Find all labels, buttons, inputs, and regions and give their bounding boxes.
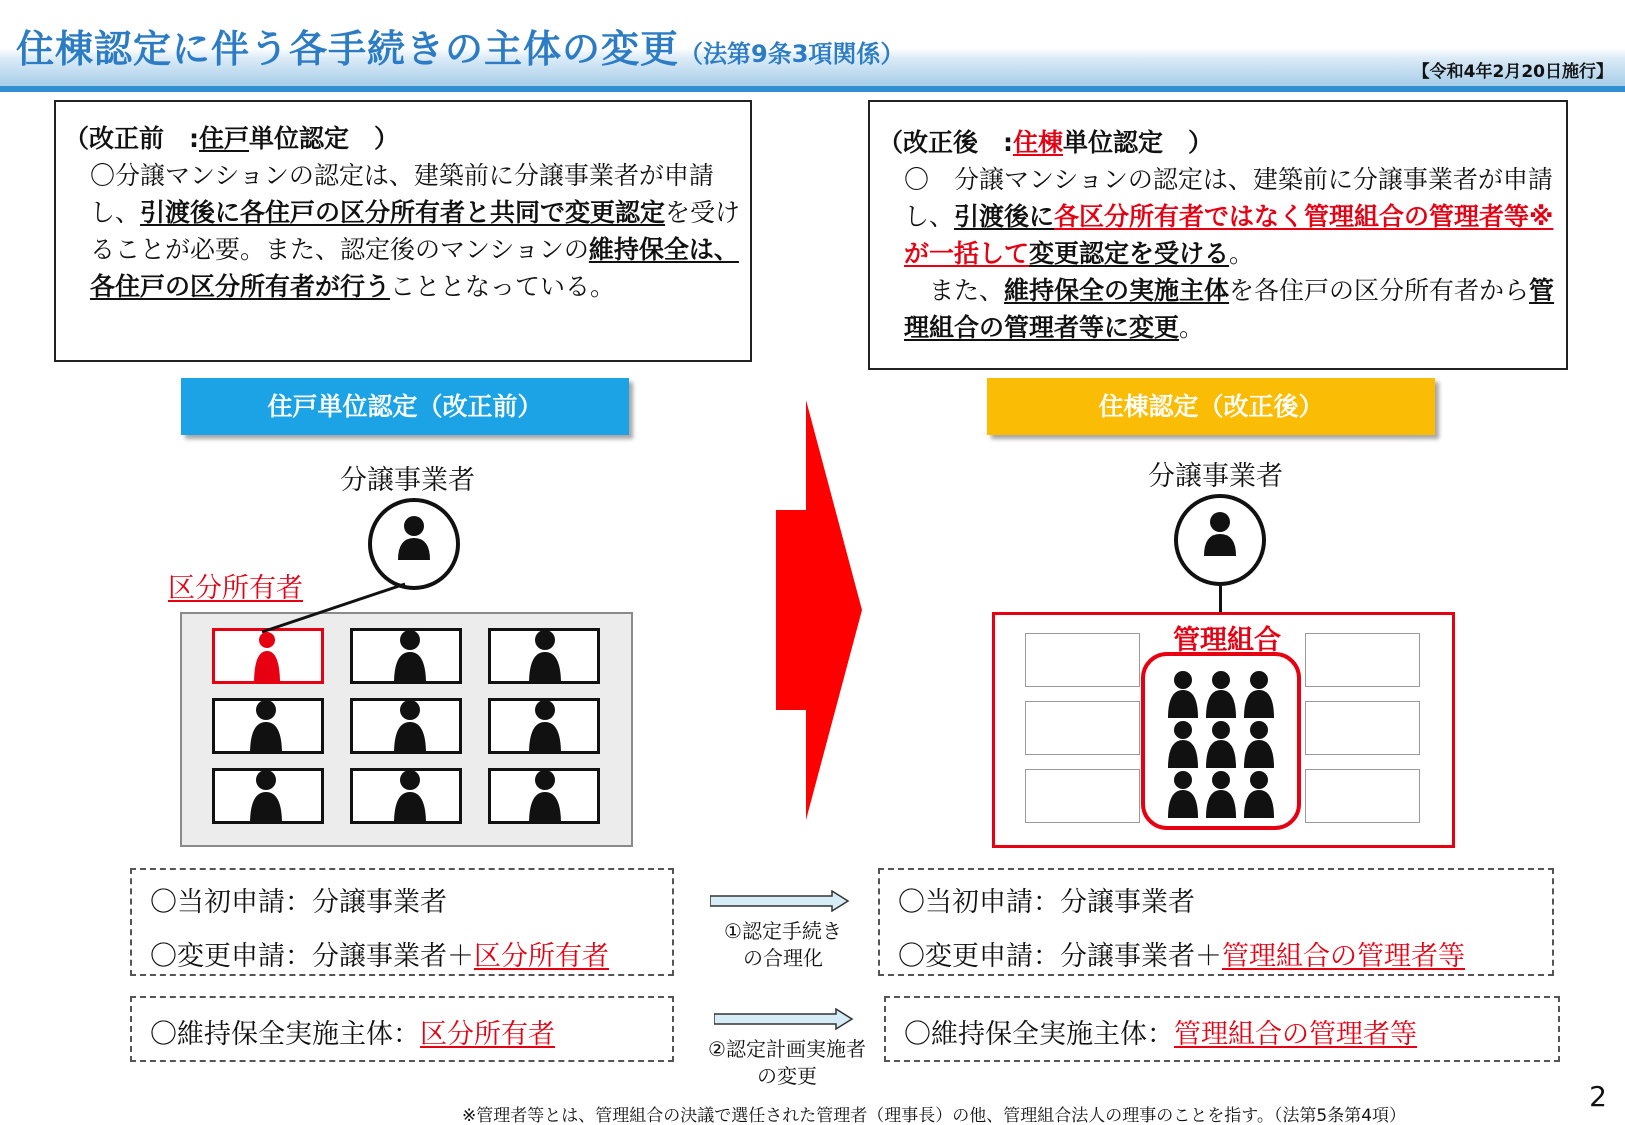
note1-line1: ①認定手続き (724, 919, 842, 943)
after-text-5: 。 (1229, 239, 1255, 268)
footnote: ※管理者等とは、管理組合の決議で選任された管理者（理事長）の他、管理組合法人の理事のことを指す。（法第5条第4項） (462, 1106, 1407, 1125)
person-icon (1206, 721, 1236, 768)
before-text-5: こととなっている。 (390, 272, 616, 301)
after-text-8: を各住戸の区分所有者から (1229, 276, 1530, 305)
after-section-label: 住棟認定（改正後） (987, 378, 1435, 435)
after-text-10: 。 (1179, 313, 1205, 342)
note-implementer-change (692, 1036, 882, 1090)
before-head-rest: 単位認定 ） (249, 124, 400, 153)
enforcement-date: 【令和4年2月20日施行】 (1412, 62, 1613, 82)
page-title-sub: （法第9条3項関係） (679, 40, 905, 68)
after-head-emph: 住棟 (1013, 128, 1064, 157)
before-change-application (150, 934, 609, 973)
after-change-application (898, 934, 1465, 973)
note1-line2: の合理化 (743, 946, 823, 970)
after-initial-application: 〇当初申請：分譲事業者 (898, 887, 1195, 918)
small-arrow-icon (714, 1008, 854, 1030)
after-maintenance (904, 1012, 1417, 1051)
before-application-box (130, 868, 674, 976)
note2-line2: の変更 (757, 1064, 817, 1088)
before-maintenance-box (130, 996, 674, 1062)
after-head-open: （改正後 : (878, 128, 1013, 157)
before-change-prefix: 〇変更申請：分譲事業者＋ (150, 941, 474, 972)
person-icon (1244, 771, 1274, 818)
after-head-rest: 単位認定 ） (1063, 128, 1214, 157)
person-icon (1168, 771, 1198, 818)
page-number: 2 (1589, 1080, 1607, 1113)
after-text-7: 維持保全の実施主体 (1004, 276, 1230, 305)
before-text-1: 〇分譲マンションの認定は、建築前に分譲事業者が申請し、 (90, 161, 714, 227)
after-text-9: 管理組合の管理者等に変更 (904, 276, 1555, 342)
developer-label-after: 分譲事業者 (1148, 461, 1283, 492)
before-text-3: を受けることが必要。また、認定後のマンションの (90, 198, 741, 264)
before-maint-red: 区分所有者 (420, 1019, 555, 1050)
before-maint-prefix: 〇維持保全実施主体： (150, 1019, 420, 1050)
before-maintenance (150, 1012, 555, 1051)
management-association-label: 管理組合 (1173, 625, 1281, 656)
after-maint-red: 管理組合の管理者等 (1174, 1019, 1417, 1050)
before-initial-application: 〇当初申請：分譲事業者 (150, 887, 447, 918)
after-application-box (878, 868, 1554, 976)
after-change-red: 管理組合の管理者等 (1222, 941, 1465, 972)
after-text-1: 〇 分譲マンションの認定は、建築前に分譲事業者が申請し、 (904, 165, 1553, 231)
small-arrow-icon (710, 890, 850, 912)
after-text-3: 各区分所有者ではなく管理組合の管理者等※が一括して (904, 202, 1554, 268)
person-icon (1244, 671, 1274, 718)
after-text-6: また、 (904, 276, 1005, 305)
before-head-emph: 住戸 (199, 124, 250, 153)
developer-label-before: 分譲事業者 (340, 465, 475, 496)
after-change-prefix: 〇変更申請：分譲事業者＋ (898, 941, 1222, 972)
person-icon (1206, 671, 1236, 718)
person-icon (1168, 671, 1198, 718)
person-icon (1244, 721, 1274, 768)
before-head-open: （改正前 : (64, 124, 199, 153)
page-title-main: 住棟認定に伴う各手続きの主体の変更 (16, 27, 680, 71)
after-maint-prefix: 〇維持保全実施主体： (904, 1019, 1174, 1050)
after-text-2: 引渡後に (954, 202, 1055, 231)
person-icon (1206, 771, 1236, 818)
after-maintenance-box (884, 996, 1560, 1062)
owner-label: 区分所有者 (168, 573, 303, 604)
note2-line1: ②認定計画実施者 (708, 1037, 866, 1061)
before-text-2: 引渡後に各住戸の区分所有者と共同で変更認定 (140, 198, 666, 227)
note-procedure-rationalization (708, 918, 858, 972)
after-text-4: 変更認定を受ける (1029, 239, 1230, 268)
person-icon (1168, 721, 1198, 768)
before-section-label: 住戸単位認定（改正前） (181, 378, 629, 435)
before-text-4: 維持保全は、各住戸の区分所有者が行う (90, 235, 739, 301)
before-change-red: 区分所有者 (474, 941, 609, 972)
